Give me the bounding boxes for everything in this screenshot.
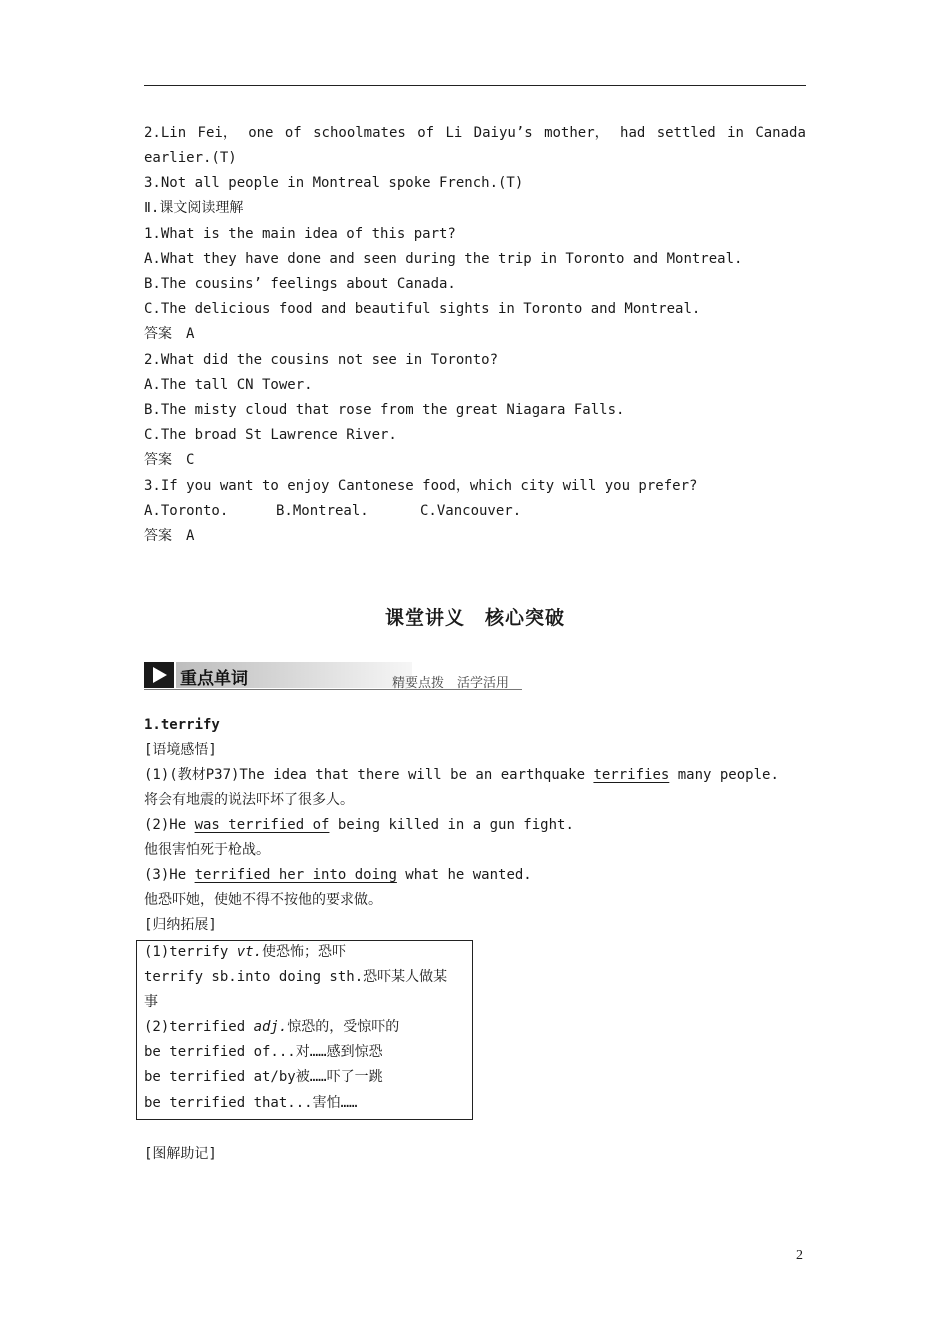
answer-2: 答案 C	[144, 452, 195, 468]
box-line-3: 事	[144, 994, 158, 1010]
word: of	[417, 125, 435, 141]
word: one	[248, 125, 274, 141]
word: schoolmates	[313, 125, 406, 141]
summary-label: [归纳拓展]	[144, 917, 217, 933]
banner-subtitle: 精要点拨 活学活用	[392, 676, 510, 691]
word: Canada	[755, 125, 806, 141]
underlined-phrase: terrifies	[593, 767, 670, 783]
context-label: [语境感悟]	[144, 742, 217, 758]
word: in	[727, 125, 744, 141]
option-1a: A.What they have done and seen during the trip in Toronto and Montreal.	[144, 251, 743, 267]
key-words-banner	[144, 662, 522, 690]
question-2-line-2: earlier.(T)	[144, 150, 237, 166]
question-2-line-1	[144, 124, 806, 142]
section-title: 课堂讲义 核心突破	[384, 607, 565, 629]
banner-underline	[144, 689, 522, 690]
option-1b: B.The cousins’ feelings about Canada.	[144, 276, 456, 292]
option-1c: C.The delicious food and beautiful sights in Toronto and Montreal.	[144, 301, 701, 317]
box-line-6: be terrified at/by被……吓了一跳	[144, 1069, 383, 1085]
section-2-heading: Ⅱ.课文阅读理解	[144, 200, 244, 216]
option-3c: C.Vancouver.	[420, 503, 522, 519]
answer-1: 答案 A	[144, 326, 195, 342]
question-3: 3.Not all people in Montreal spoke French.(T)	[144, 175, 524, 191]
option-2c: C.The broad St Lawrence River.	[144, 427, 397, 443]
word: Daiyu’s	[473, 125, 533, 141]
word: settled	[656, 125, 716, 141]
example-1: (1)(教材P37)The idea that there will be an earthquake terrifies many people.	[144, 767, 779, 783]
option-2a: A.The tall CN Tower.	[144, 377, 313, 393]
box-line-7: be terrified that...害怕……	[144, 1095, 358, 1111]
example-2-translation: 他很害怕死于枪战。	[144, 842, 270, 858]
example-2: (2)He was terrified of being killed in a gun fight.	[144, 817, 574, 833]
example-1-translation: 将会有地震的说法吓坏了很多人。	[144, 792, 354, 808]
play-triangle-icon	[144, 662, 174, 688]
word: mother，	[544, 125, 609, 141]
option-3b: B.Montreal.	[276, 503, 369, 519]
diagram-label: [图解助记]	[144, 1146, 217, 1162]
box-line-1: (1)terrify vt.使恐怖；恐吓	[144, 944, 347, 960]
option-3a: A.Toronto.	[144, 503, 229, 519]
page-number: 2	[796, 1248, 803, 1263]
box-line-4: (2)terrified adj.惊恐的，受惊吓的	[144, 1019, 400, 1035]
box-line-2: terrify sb.into doing sth.恐吓某人做某	[144, 969, 448, 985]
reading-question-2: 2.What did the cousins not see in Toronto?	[144, 352, 499, 368]
word: Li	[445, 125, 463, 141]
option-2b: B.The misty cloud that rose from the great Niagara Falls.	[144, 402, 625, 418]
underlined-phrase: was terrified of	[194, 817, 330, 833]
example-3-translation: 他恐吓她，使她不得不按他的要求做。	[144, 892, 382, 908]
answer-3: 答案 A	[144, 528, 195, 544]
word: Fei，	[197, 125, 237, 141]
box-line-5: be terrified of...对……感到惊恐	[144, 1044, 383, 1060]
reading-question-3: 3.If you want to enjoy Cantonese food，which city will you prefer?	[144, 478, 698, 494]
word: had	[620, 125, 646, 141]
vocab-heading: 1.terrify	[144, 717, 220, 733]
reading-question-1: 1.What is the main idea of this part?	[144, 226, 456, 242]
word: of	[284, 125, 302, 141]
header-rule	[144, 85, 806, 86]
example-3: (3)He terrified her into doing what he wanted.	[144, 867, 532, 883]
banner-label: 重点单词	[180, 669, 248, 689]
word: 2.Lin	[144, 125, 187, 141]
underlined-phrase: terrified her into doing	[194, 867, 397, 883]
